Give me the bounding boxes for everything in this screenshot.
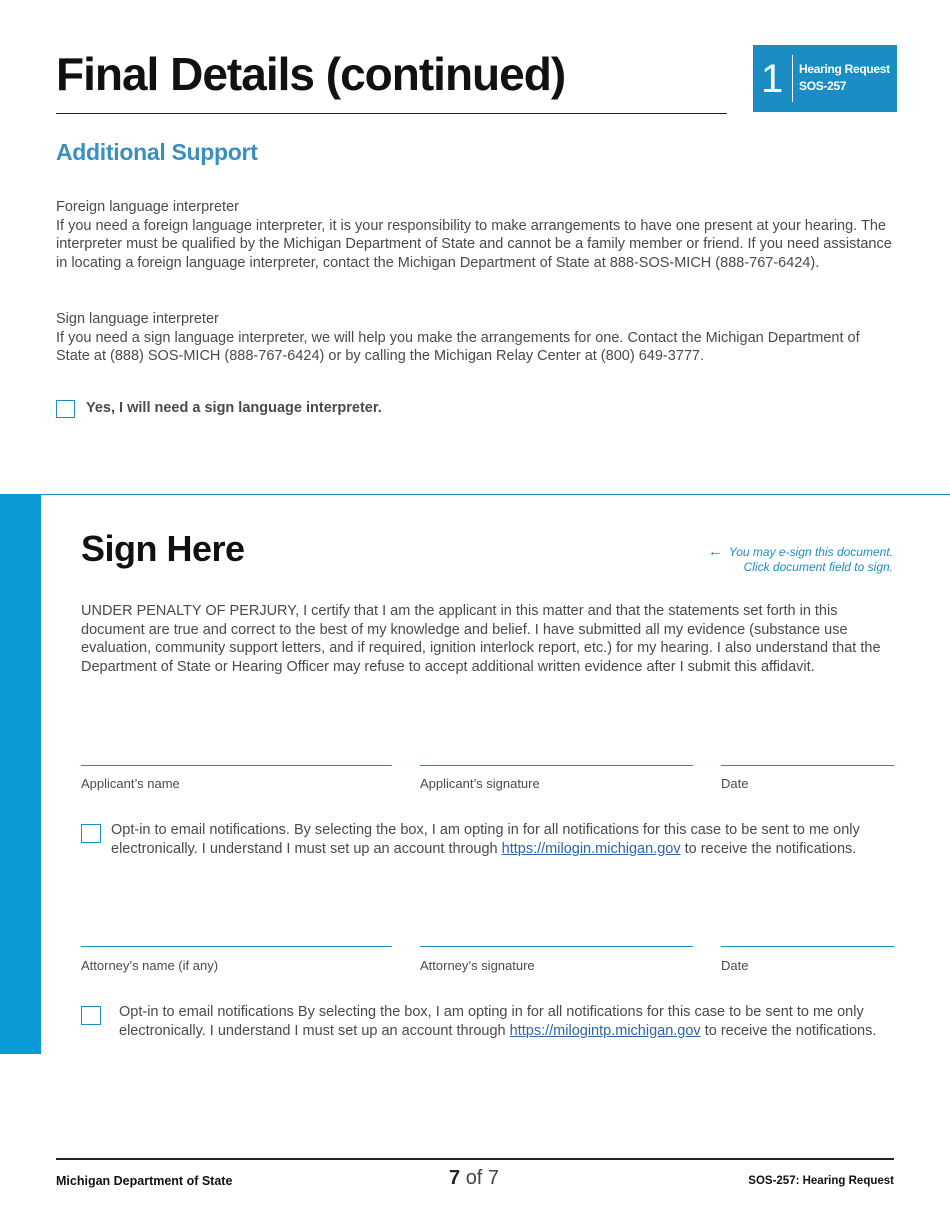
page-title: Final Details (continued)	[56, 48, 566, 100]
sign-interpreter-paragraph	[56, 310, 894, 366]
footer-divider	[56, 1158, 894, 1160]
attorney-signature-field[interactable]	[420, 946, 693, 947]
title-divider	[56, 113, 727, 114]
footer-department: Michigan Department of State	[56, 1174, 233, 1188]
milogintp-link[interactable]: https://milogintp.michigan.gov	[509, 1022, 701, 1039]
esign-note-line1: You may e-sign this document.	[728, 545, 893, 559]
sign-section-divider	[0, 494, 950, 495]
arrow-left-icon: ←	[707, 543, 723, 560]
attorney-signature-label: Attorney’s signature	[420, 958, 535, 973]
foreign-interpreter-body: If you need a foreign language interpreter, it is your responsibility to make arrangements to have one present at your hearing. The interpreter must be qualified by the Michigan Department of State and cannot be a family member or friend. If you need assistance in locating a foreign language interpreter, contact the Michigan Department of State at 888-SOS-MICH (888-767-6424).	[56, 217, 892, 271]
esign-note	[708, 544, 893, 575]
attorney-optin-text-start: Opt-in to email notifications By selecting the box, I am opting in for all notifications for this case to be sent to me only electronically. I understand I must set up an account through	[119, 1004, 864, 1039]
page-total: of 7	[465, 1167, 500, 1189]
page-current: 7	[449, 1167, 461, 1189]
applicant-date-label: Date	[721, 776, 749, 791]
applicant-signature-label: Applicant’s signature	[420, 776, 540, 791]
applicant-optin-text-start: Opt-in to email notifications. By selecting the box, I am opting in for all notifications for this case to be sent to me only electronically. I understand I must set up an account through	[111, 822, 860, 857]
attorney-optin-text-end: to receive the notifications.	[700, 1022, 877, 1039]
foreign-interpreter-title: Foreign language interpreter	[56, 199, 239, 215]
attorney-name-label: Attorney’s name (if any)	[81, 958, 219, 973]
applicant-optin-text	[111, 821, 894, 858]
page-number	[449, 1167, 499, 1190]
esign-note-line2: Click document field to sign.	[743, 560, 893, 574]
attorney-optin-checkbox[interactable]	[81, 1006, 101, 1025]
form-badge	[753, 45, 897, 112]
badge-form-name: Hearing Request	[799, 62, 890, 76]
badge-number: 1	[761, 57, 784, 101]
applicant-name-field[interactable]	[81, 765, 392, 766]
badge-divider	[792, 55, 793, 102]
attorney-name-field[interactable]	[81, 946, 392, 947]
attorney-optin-text	[119, 1003, 894, 1040]
foreign-interpreter-paragraph	[56, 198, 894, 272]
applicant-signature-field[interactable]	[420, 765, 693, 766]
sign-interpreter-checkbox[interactable]	[56, 400, 75, 418]
sign-interpreter-checkbox-label: Yes, I will need a sign language interpreter.	[86, 400, 382, 416]
attorney-date-field[interactable]	[721, 946, 894, 947]
section-heading-additional-support: Additional Support	[56, 139, 258, 165]
applicant-optin-checkbox[interactable]	[81, 824, 101, 843]
applicant-optin-text-end: to receive the notifications.	[680, 840, 857, 857]
affidavit-text: UNDER PENALTY OF PERJURY, I certify that I am the applicant in this matter and that the statements set forth in this document are true and correct to the best of my knowledge and belief. I have submitted all my evidence (substance use evaluation, community support letters, and if required, ignition interlock report, etc.) for my hearing. I also understand that the Department of State or Hearing Officer may refuse to accept additional written evidence after I submit this affidavit.	[81, 603, 881, 675]
sign-interpreter-body: If you need a sign language interpreter, we will help you make the arrangements for one. Contact the Michigan Department of State at (888) SOS-MICH (888-767-6424) or by calling the Michigan Relay Center at (800) 649-3777.	[56, 329, 860, 364]
badge-form-code: SOS-257	[799, 79, 847, 93]
sign-interpreter-title: Sign language interpreter	[56, 311, 219, 327]
sign-here-title: Sign Here	[81, 528, 245, 569]
applicant-date-field[interactable]	[721, 765, 894, 766]
sign-section-accent-bar	[0, 494, 41, 1054]
footer-form-name: SOS-257: Hearing Request	[748, 1175, 894, 1187]
attorney-date-label: Date	[721, 958, 749, 973]
milogin-link[interactable]: https://milogin.michigan.gov	[501, 840, 681, 857]
applicant-name-label: Applicant’s name	[81, 776, 180, 791]
